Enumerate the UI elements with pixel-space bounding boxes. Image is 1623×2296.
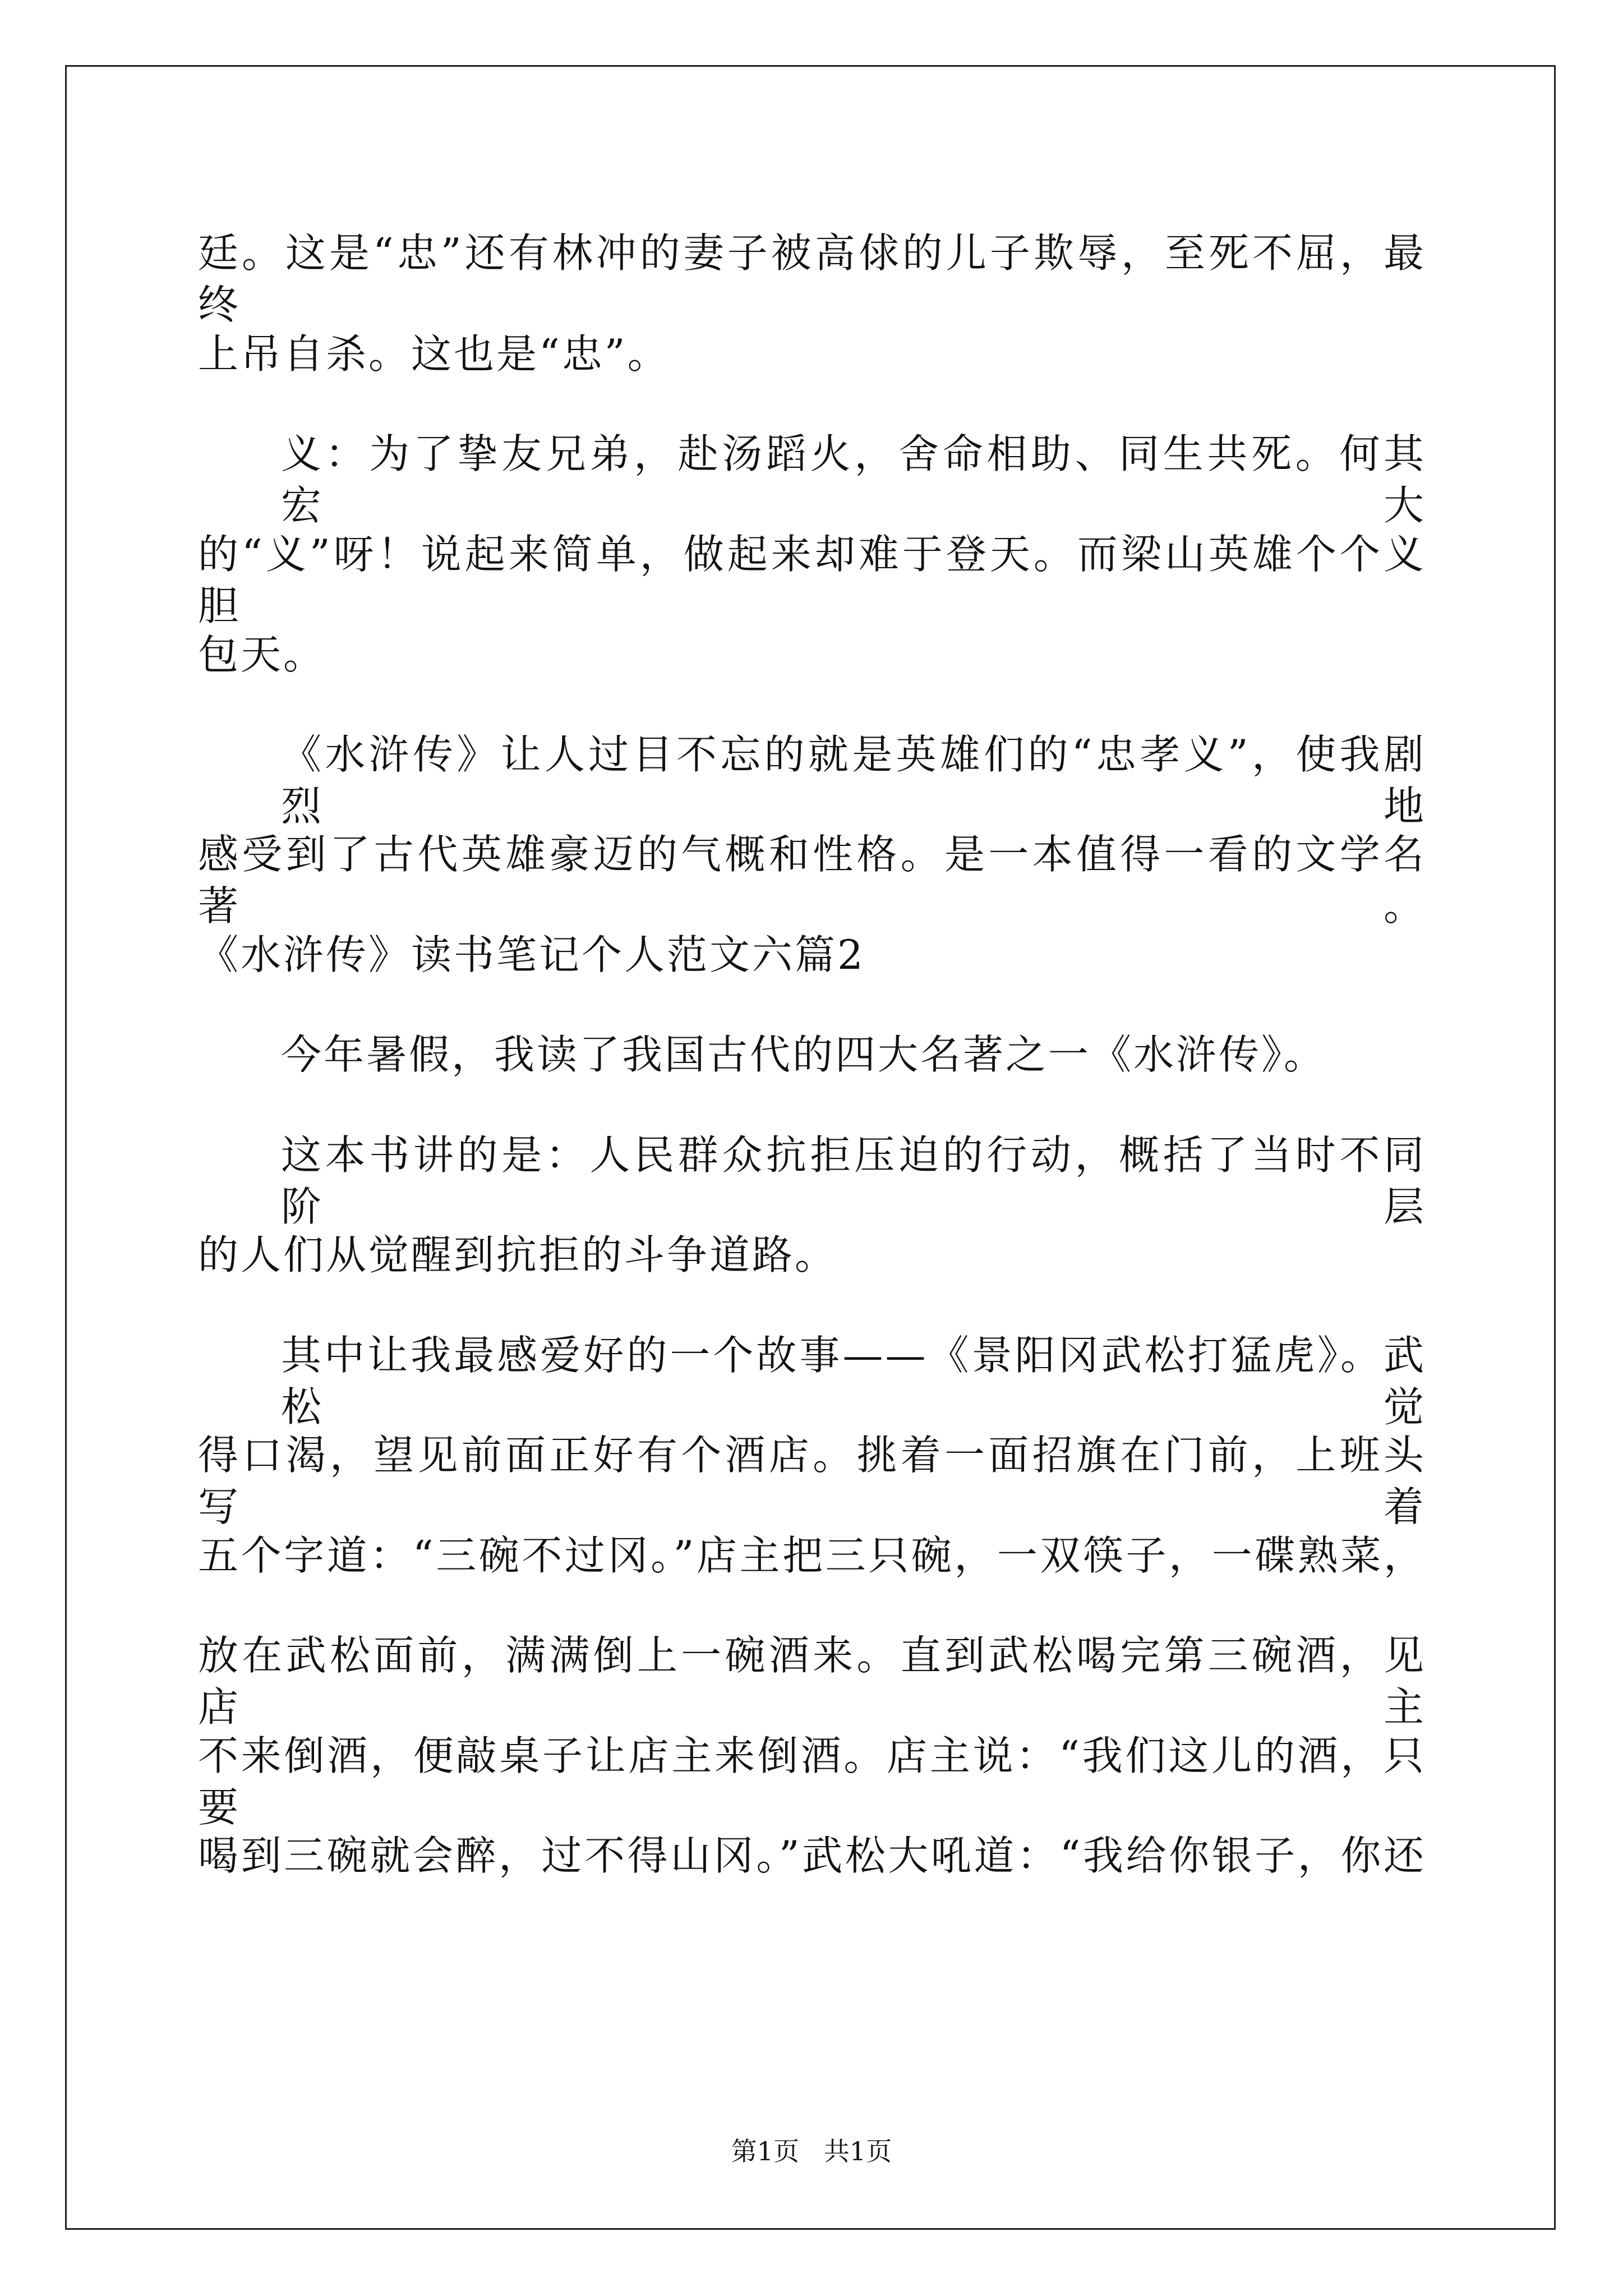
text-line-15: 放在武松面前，满满倒上一碗酒来。直到武松喝完第三碗酒，见店主 — [198, 1632, 1426, 1731]
text-line-6: 《水浒传》让人过目不忘的就是英雄们的“忠孝义”，使我剧烈地 — [281, 731, 1426, 830]
text-line-5: 包天。 — [198, 631, 326, 678]
text-line-13: 得口渴，望见前面正好有个酒店。挑着一面招旗在门前，上班头写着 — [198, 1432, 1426, 1530]
text-line-4: 的“义”呀！说起来简单，做起来却难于登天。而梁山英雄个个义胆 — [198, 531, 1426, 629]
page-footer: 第1页 共1页 — [731, 2136, 892, 2166]
document-body — [198, 194, 1426, 2022]
text-line-16: 不来倒酒，便敲桌子让店主来倒酒。店主说：“我们这儿的酒，只要 — [198, 1732, 1426, 1831]
text-line-2: 上吊自杀。这也是“忠”。 — [198, 330, 670, 378]
text-line-3: 义：为了挚友兄弟，赴汤蹈火，舍命相助、同生共死。何其宏大 — [281, 430, 1426, 529]
text-line-12: 其中让我最感爱好的一个故事——《景阳冈武松打猛虎》。武松觉 — [281, 1332, 1426, 1430]
text-line-9: 今年暑假，我读了我国古代的四大名著之一《水浒传》。 — [281, 1031, 1327, 1078]
text-line-1: 廷。这是“忠”还有林冲的妻子被高俅的儿子欺辱，至死不屈，最终 — [198, 229, 1426, 328]
section-heading: 《水浒传》读书笔记个人范文六篇2 — [198, 931, 865, 978]
text-line-11: 的人们从觉醒到抗拒的斗争道路。 — [198, 1231, 838, 1278]
text-line-7: 感受到了古代英雄豪迈的气概和性格。是一本值得一看的文学名著。 — [198, 831, 1426, 930]
text-line-17: 喝到三碗就会醉，过不得山冈。”武松大吼道：“我给你银子，你还 — [198, 1832, 1426, 1879]
text-line-14: 五个字道：“三碗不过冈。”店主把三只碗，一双筷子，一碟熟菜， — [198, 1532, 1426, 1579]
text-line-10: 这本书讲的是：人民群众抗拒压迫的行动，概括了当时不同阶层 — [281, 1131, 1426, 1230]
